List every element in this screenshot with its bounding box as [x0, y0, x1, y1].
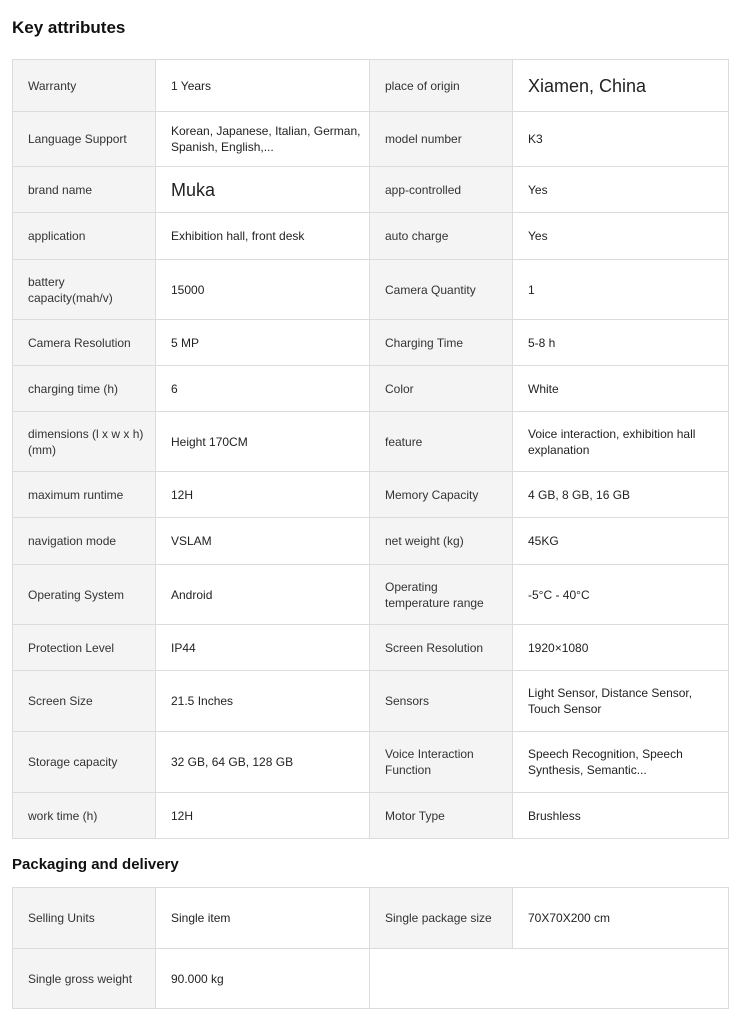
attribute-value: 90.000 kg — [156, 949, 370, 1009]
attribute-label: model number — [370, 112, 513, 167]
table-row — [13, 167, 729, 213]
attribute-value: 1920×1080 — [513, 625, 729, 671]
table-row — [13, 732, 729, 793]
attribute-label: dimensions (l x w x h) (mm) — [13, 412, 156, 472]
key-attributes-table — [12, 59, 729, 839]
attribute-value: 5 MP — [156, 320, 370, 366]
attribute-value-text: Korean, Japanese, Italian, German, Spanish, English,... — [171, 124, 361, 154]
table-row — [13, 60, 729, 112]
attribute-value: Yes — [513, 167, 729, 213]
attribute-value: Voice interaction, exhibition hall explanation — [513, 412, 729, 472]
attribute-value: 45KG — [513, 518, 729, 565]
attribute-label: battery capacity(mah/v) — [13, 260, 156, 320]
attribute-label: maximum runtime — [13, 472, 156, 518]
attribute-value: 12H — [156, 793, 370, 839]
attribute-value-text: Speech Recognition, Speech Synthesis, Semantic... — [528, 747, 683, 777]
attribute-label: Operating System — [13, 565, 156, 625]
attribute-value: Exhibition hall, front desk — [156, 213, 370, 260]
attribute-value — [513, 732, 729, 793]
attribute-label: charging time (h) — [13, 366, 156, 412]
attribute-label: Color — [370, 366, 513, 412]
attribute-value — [156, 112, 370, 167]
attribute-value: 12H — [156, 472, 370, 518]
attribute-value: 5-8 h — [513, 320, 729, 366]
attribute-value: 70X70X200 cm — [513, 888, 729, 949]
table-row — [13, 112, 729, 167]
attribute-label: Language Support — [13, 112, 156, 167]
packaging-heading: Packaging and delivery — [12, 856, 179, 873]
table-row — [13, 625, 729, 671]
attribute-value: 32 GB, 64 GB, 128 GB — [156, 732, 370, 793]
table-row — [13, 671, 729, 732]
attribute-value: Muka — [156, 167, 370, 213]
attribute-value: 15000 — [156, 260, 370, 320]
attribute-label: Operating temperature range — [370, 565, 513, 625]
attribute-label: feature — [370, 412, 513, 472]
attribute-label: Memory Capacity — [370, 472, 513, 518]
table-row — [13, 518, 729, 565]
attribute-label: Screen Resolution — [370, 625, 513, 671]
attribute-value: Light Sensor, Distance Sensor, Touch Sensor — [513, 671, 729, 732]
attribute-value: -5°C - 40°C — [513, 565, 729, 625]
attribute-label: Single package size — [370, 888, 513, 949]
attribute-value: Height 170CM — [156, 412, 370, 472]
attribute-value: Single item — [156, 888, 370, 949]
attribute-value: 4 GB, 8 GB, 16 GB — [513, 472, 729, 518]
attribute-label: Camera Resolution — [13, 320, 156, 366]
table-row — [13, 565, 729, 625]
attribute-value: White — [513, 366, 729, 412]
table-row — [13, 793, 729, 839]
attribute-label: Sensors — [370, 671, 513, 732]
attribute-value: 21.5 Inches — [156, 671, 370, 732]
table-row — [13, 366, 729, 412]
table-row — [13, 320, 729, 366]
attribute-label: app-controlled — [370, 167, 513, 213]
packaging-table — [12, 887, 729, 1009]
attribute-label: Charging Time — [370, 320, 513, 366]
attribute-label: Screen Size — [13, 671, 156, 732]
attribute-value: 1 — [513, 260, 729, 320]
empty-cell — [513, 949, 729, 1009]
attribute-value: Yes — [513, 213, 729, 260]
table-row — [13, 472, 729, 518]
attribute-label: Motor Type — [370, 793, 513, 839]
attribute-label: Storage capacity — [13, 732, 156, 793]
attribute-label: Selling Units — [13, 888, 156, 949]
attribute-value: Brushless — [513, 793, 729, 839]
attribute-label: Protection Level — [13, 625, 156, 671]
attribute-value: IP44 — [156, 625, 370, 671]
attribute-label: Single gross weight — [13, 949, 156, 1009]
table-row — [13, 888, 729, 949]
attribute-value: Xiamen, China — [513, 60, 729, 112]
table-row — [13, 949, 729, 1009]
attribute-value: K3 — [513, 112, 729, 167]
attribute-label: net weight (kg) — [370, 518, 513, 565]
attribute-label: work time (h) — [13, 793, 156, 839]
table-row — [13, 260, 729, 320]
attribute-label: place of origin — [370, 60, 513, 112]
attribute-label: auto charge — [370, 213, 513, 260]
key-attributes-heading: Key attributes — [12, 18, 126, 37]
attribute-value: Android — [156, 565, 370, 625]
attribute-label: Warranty — [13, 60, 156, 112]
attribute-label: application — [13, 213, 156, 260]
table-row — [13, 213, 729, 260]
attribute-label: brand name — [13, 167, 156, 213]
empty-cell — [370, 949, 513, 1009]
attribute-value: 6 — [156, 366, 370, 412]
table-row — [13, 412, 729, 472]
attribute-label: Camera Quantity — [370, 260, 513, 320]
attribute-value: 1 Years — [156, 60, 370, 112]
attribute-label: navigation mode — [13, 518, 156, 565]
attribute-label: Voice Interaction Function — [370, 732, 513, 793]
attribute-value: VSLAM — [156, 518, 370, 565]
